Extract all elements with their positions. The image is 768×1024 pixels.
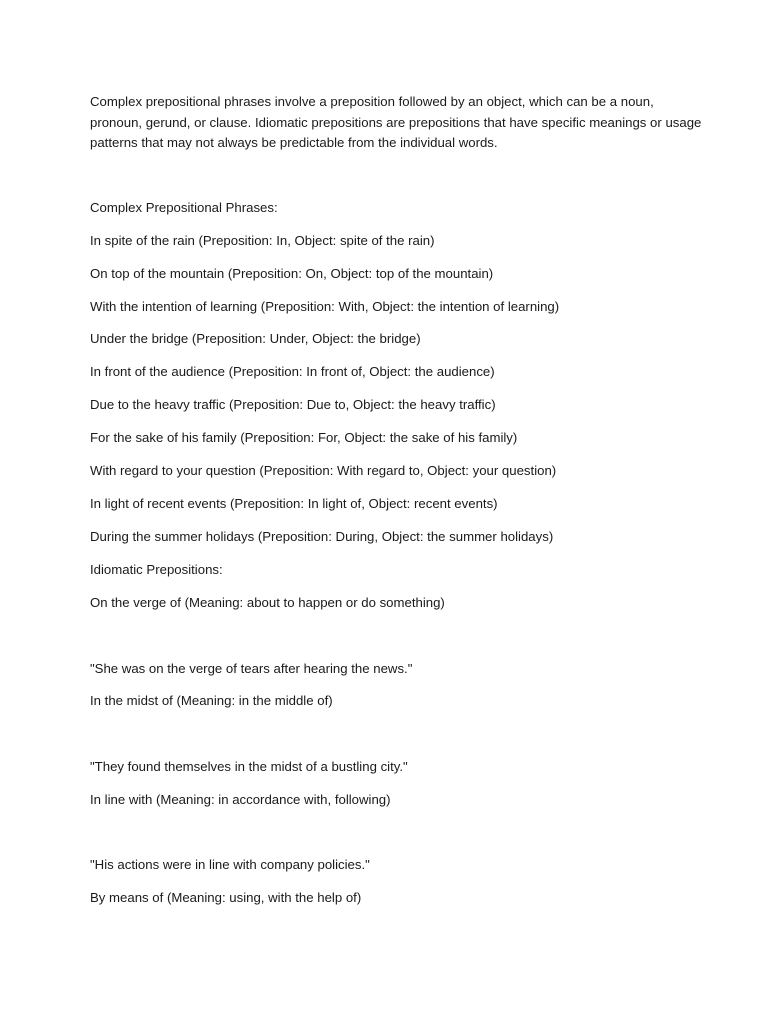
idiom-phrase: On the verge of (Meaning: about to happen or do something) xyxy=(90,595,445,610)
idiom-phrase: In the midst of (Meaning: in the middle of) xyxy=(90,693,333,708)
intro-line: Complex prepositional phrases involve a preposition followed by an object, which can be a noun, xyxy=(90,94,654,109)
complex-item: For the sake of his family (Preposition: For, Object: the sake of his family) xyxy=(90,430,518,445)
complex-item: Under the bridge (Preposition: Under, Object: the bridge) xyxy=(90,331,421,346)
complex-item: Due to the heavy traffic (Preposition: Due to, Object: the heavy traffic) xyxy=(90,397,496,412)
intro-line: pronoun, gerund, or clause. Idiomatic prepositions are prepositions that have specific meanings or usage xyxy=(90,114,702,130)
complex-item: With the intention of learning (Preposition: With, Object: the intention of learning) xyxy=(90,299,560,314)
complex-item: During the summer holidays (Preposition: During, Object: the summer holidays) xyxy=(90,529,554,544)
idiom-example: "His actions were in line with company policies." xyxy=(90,857,370,872)
intro-paragraph xyxy=(90,92,702,154)
idiomatic-heading: Idiomatic Prepositions: xyxy=(90,562,223,577)
idiom-phrase: In line with (Meaning: in accordance with, following) xyxy=(90,792,391,807)
idiom-example: "She was on the verge of tears after hearing the news." xyxy=(90,661,413,676)
complex-item: With regard to your question (Preposition: With regard to, Object: your question) xyxy=(90,463,557,478)
complex-heading: Complex Prepositional Phrases: xyxy=(90,200,278,215)
idiom-example: "They found themselves in the midst of a bustling city." xyxy=(90,759,408,774)
complex-item: In light of recent events (Preposition: In light of, Object: recent events) xyxy=(90,496,498,511)
complex-item: On top of the mountain (Preposition: On, Object: top of the mountain) xyxy=(90,266,494,281)
idiom-phrase: By means of (Meaning: using, with the help of) xyxy=(90,890,362,905)
complex-item: In spite of the rain (Preposition: In, Object: spite of the rain) xyxy=(90,233,435,248)
intro-line: patterns that may not always be predictable from the individual words. xyxy=(90,135,498,150)
complex-item: In front of the audience (Preposition: In front of, Object: the audience) xyxy=(90,364,495,379)
